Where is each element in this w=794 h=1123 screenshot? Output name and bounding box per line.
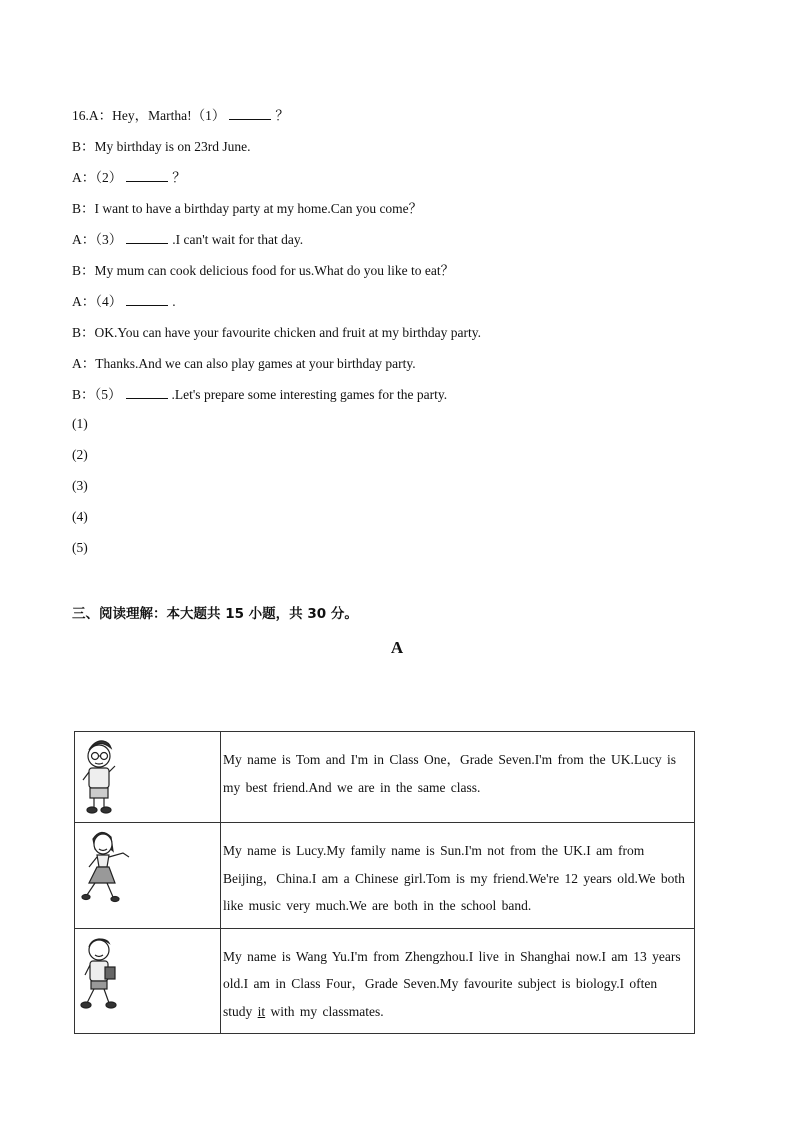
table-row [75, 732, 695, 823]
answer-slot-1[interactable]: (1) [72, 416, 88, 431]
line-text: My mum can cook delicious food for us.What do you like to eat？ [94, 263, 455, 278]
answer-blank[interactable] [126, 293, 168, 306]
line-text-after: .I can't wait for that day. [172, 232, 304, 247]
answer-slot-4[interactable]: (4) [72, 509, 88, 524]
speaker: A： [88, 108, 113, 123]
dialogue-line-8 [72, 321, 481, 341]
answer-slot-2[interactable]: (2) [72, 447, 88, 462]
section-title: 三、阅读理解：本大题共 15 小题，共 30 分。 [72, 606, 358, 622]
speaker: B： [72, 263, 95, 278]
speaker: B： [72, 201, 95, 216]
profile-text-lucy: My name is Lucy.My family name is Sun.I'm not from the UK.I am from Beijing，China.I am a Chinese girl.Tom is my friend.We're 12 years old.We both like music very much.We are both in the school band. [221, 823, 695, 929]
answer-slot-3[interactable]: (3) [72, 478, 88, 493]
dialogue-line-1 [72, 104, 289, 124]
question-number: 16. [72, 108, 89, 123]
passage-label: A [390, 638, 404, 657]
dialogue-line-9 [72, 352, 416, 372]
boy-with-glasses-illustration [79, 736, 119, 816]
line-text: （2） [95, 170, 123, 185]
picture-cell [75, 928, 221, 1034]
speaker: B： [72, 139, 95, 154]
speaker: A： [72, 356, 96, 371]
girl-dancing-illustration [79, 827, 135, 905]
dialogue-line-6 [72, 259, 454, 279]
profile-text-part: My name is Wang Yu.I'm from Zhengzhou.I live in Shanghai now.I am 13 years old.I am in Class Four，Grade Seven.My favourite subject is biology.I often study [223, 948, 681, 1019]
line-text: Hey，Martha!（1） [112, 108, 226, 123]
dialogue-line-7 [72, 290, 176, 310]
dialogue-line-3 [72, 166, 186, 186]
profiles-table [74, 731, 695, 1034]
speaker: A： [72, 294, 96, 309]
line-text-after: . [172, 294, 176, 309]
line-text: （4） [95, 294, 123, 309]
dialogue-line-5 [72, 228, 303, 248]
underlined-word: it [257, 1003, 266, 1019]
speaker: A： [72, 170, 96, 185]
line-text: （3） [95, 232, 123, 247]
line-text: Thanks.And we can also play games at your birthday party. [95, 356, 416, 371]
answer-blank[interactable] [229, 107, 271, 120]
line-text-after: ？ [275, 108, 289, 123]
picture-cell [75, 732, 221, 823]
profile-text-tom: My name is Tom and I'm in Class One，Grade Seven.I'm from the UK.Lucy is my best friend.And we are in the same class. [221, 732, 695, 823]
speaker: A： [72, 232, 96, 247]
table-row [75, 928, 695, 1034]
picture-cell [75, 823, 221, 929]
profile-text-part: with my classmates. [265, 1003, 384, 1019]
answer-blank[interactable] [126, 169, 168, 182]
line-text: My birthday is on 23rd June. [94, 139, 251, 154]
speaker: B： [72, 387, 95, 402]
line-text: OK.You can have your favourite chicken and fruit at my birthday party. [94, 325, 482, 340]
line-text: I want to have a birthday party at my home.Can you come？ [94, 201, 423, 216]
line-text-after: .Let's prepare some interesting games for the party. [171, 387, 448, 402]
line-text-after: ？ [172, 170, 186, 185]
boy-walking-illustration [79, 935, 123, 1013]
answer-blank[interactable] [126, 386, 168, 399]
table-row [75, 823, 695, 929]
dialogue-line-4 [72, 197, 422, 217]
answer-blank[interactable] [126, 231, 168, 244]
dialogue-line-10 [72, 383, 447, 403]
dialogue-line-2 [72, 135, 251, 155]
speaker: B： [72, 325, 95, 340]
line-text: （5） [94, 387, 122, 402]
answer-slot-5[interactable]: (5) [72, 540, 88, 555]
profile-text-wang-yu [221, 928, 695, 1034]
